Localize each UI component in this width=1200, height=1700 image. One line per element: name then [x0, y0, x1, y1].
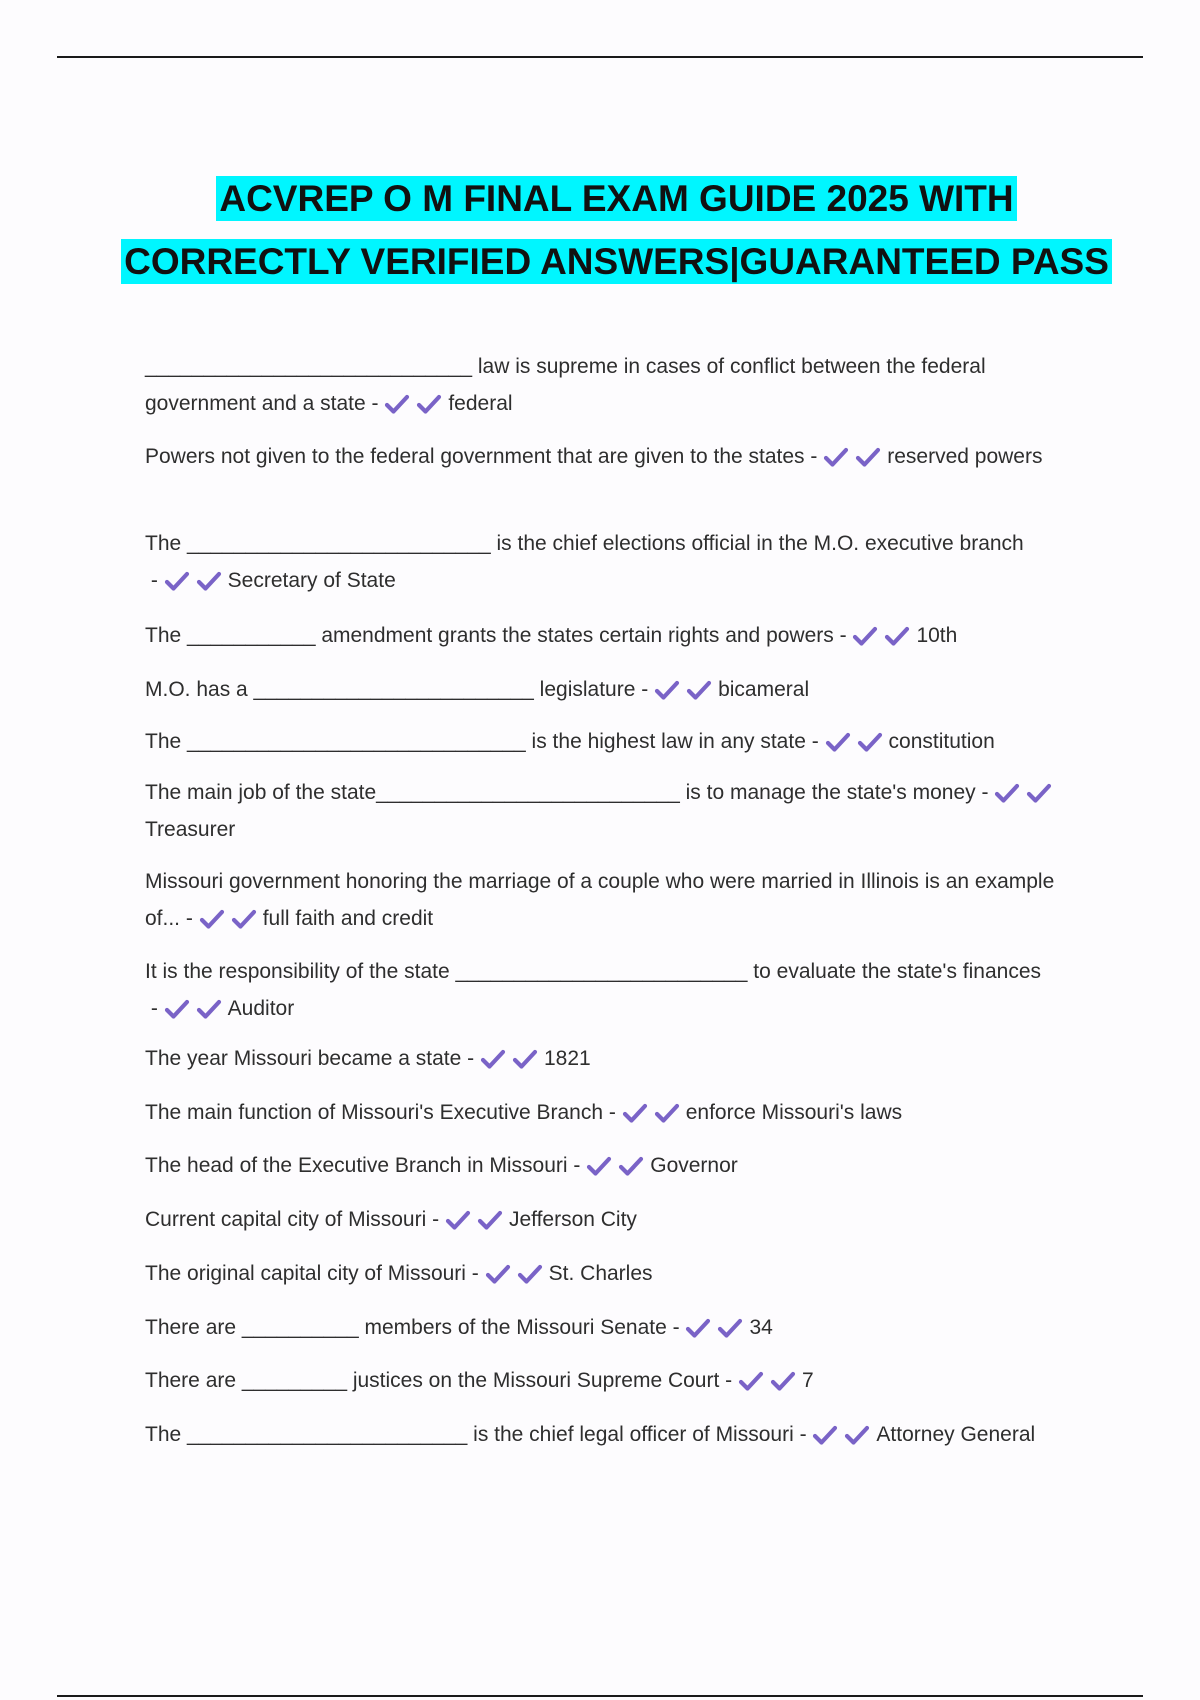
question-text: The original capital city of Missouri — [145, 1262, 466, 1285]
qa-item — [145, 863, 1095, 937]
question-text: The head of the Executive Branch in Missouri — [145, 1154, 568, 1177]
separator: - — [793, 1423, 813, 1446]
answer-text: federal — [448, 392, 513, 415]
separator: - — [365, 392, 385, 415]
answer-text: 7 — [801, 1369, 814, 1392]
question-text: There are _________ justices on the Missouri Supreme Court — [145, 1369, 720, 1392]
question-text: The ___________ amendment grants the states certain rights and powers — [145, 624, 834, 647]
question-text: There are __________ members of the Missouri Senate — [145, 1316, 667, 1339]
qa-item — [145, 723, 1095, 760]
question-text: The main job of the state__________________________ is to manage the state's money — [145, 781, 976, 804]
check-icon — [852, 625, 878, 647]
answer-group — [994, 781, 1058, 804]
answer-text: Governor — [650, 1154, 738, 1177]
answer-group — [654, 678, 718, 701]
top-rule — [57, 56, 1143, 58]
title-highlight: ACVREP O M FINAL EXAM GUIDE 2025 WITH CORRECTLY VERIFIED ANSWERS|GUARANTEED PASS — [121, 176, 1112, 284]
check-icon — [477, 1209, 503, 1231]
check-icon — [770, 1370, 796, 1392]
qa-item — [145, 1094, 1095, 1131]
answer-group — [384, 392, 448, 415]
qa-item — [145, 348, 1095, 422]
qa-item — [145, 1147, 1095, 1184]
check-icon — [512, 1048, 538, 1070]
separator: - — [180, 907, 199, 930]
qa-item — [145, 438, 1095, 475]
check-icon — [586, 1155, 612, 1177]
check-icon — [618, 1155, 644, 1177]
separator: - — [719, 1369, 738, 1392]
answer-group — [445, 1208, 509, 1231]
check-icon — [654, 679, 680, 701]
check-icon — [196, 998, 222, 1020]
answer-text: full faith and credit — [262, 907, 434, 930]
answer-group — [164, 569, 228, 592]
check-icon — [445, 1209, 471, 1231]
check-icon — [825, 731, 851, 753]
qa-item — [145, 1040, 1095, 1077]
separator: - — [805, 730, 825, 753]
qa-item — [145, 1362, 1095, 1399]
check-icon — [199, 908, 225, 930]
page-title — [100, 167, 1133, 293]
check-icon — [164, 998, 190, 1020]
check-icon — [196, 570, 222, 592]
question-text: The main function of Missouri's Executive Branch — [145, 1101, 604, 1124]
qa-item — [145, 1255, 1095, 1292]
answer-group — [852, 624, 916, 647]
answer-group — [586, 1154, 650, 1177]
separator: - — [833, 624, 853, 647]
separator: - — [461, 1047, 480, 1070]
answer-group — [164, 997, 228, 1020]
question-text: The year Missouri became a state — [145, 1047, 462, 1070]
answer-group — [825, 730, 889, 753]
answer-group — [480, 1047, 544, 1070]
check-icon — [686, 679, 712, 701]
check-icon — [855, 446, 881, 468]
check-icon — [416, 393, 442, 415]
separator: - — [426, 1208, 445, 1231]
separator: - — [635, 678, 655, 701]
answer-text: Secretary of State — [227, 569, 396, 592]
check-icon — [685, 1317, 711, 1339]
check-icon — [654, 1102, 680, 1124]
answer-group — [823, 445, 887, 468]
separator: - — [145, 997, 164, 1020]
qa-item — [145, 953, 1095, 1027]
question-text: Missouri government honoring the marriage of a couple who were married in Illinois is an example of... — [145, 870, 1055, 930]
check-icon — [738, 1370, 764, 1392]
separator: - — [465, 1262, 485, 1285]
answer-group — [622, 1101, 686, 1124]
answer-text: St. Charles — [548, 1262, 653, 1285]
check-icon — [384, 393, 410, 415]
check-icon — [480, 1048, 506, 1070]
separator: - — [975, 781, 995, 804]
check-icon — [857, 731, 883, 753]
answer-text: 34 — [749, 1316, 773, 1339]
answer-text: 1821 — [543, 1047, 591, 1070]
check-icon — [517, 1263, 543, 1285]
question-text: Current capital city of Missouri — [145, 1208, 427, 1231]
check-icon — [485, 1263, 511, 1285]
question-text: M.O. has a ________________________ legislature — [145, 678, 636, 701]
check-icon — [812, 1424, 838, 1446]
answer-group — [685, 1316, 749, 1339]
check-icon — [994, 782, 1020, 804]
answer-group — [199, 907, 263, 930]
check-icon — [717, 1317, 743, 1339]
answer-text: Treasurer — [145, 818, 236, 841]
qa-item — [145, 525, 1095, 599]
qa-item — [145, 1416, 1095, 1453]
answer-text: Attorney General — [876, 1423, 1036, 1446]
answer-group — [812, 1423, 876, 1446]
qa-item — [145, 671, 1095, 708]
separator: - — [145, 569, 164, 592]
check-icon — [844, 1424, 870, 1446]
answer-text: enforce Missouri's laws — [685, 1101, 903, 1124]
qa-item — [145, 774, 1095, 848]
qa-item — [145, 1309, 1095, 1346]
answer-text: constitution — [888, 730, 995, 753]
check-icon — [622, 1102, 648, 1124]
separator: - — [804, 445, 824, 468]
answer-text: Jefferson City — [508, 1208, 637, 1231]
check-icon — [1026, 782, 1052, 804]
question-text: ____________________________ law is supreme in cases of conflict between the federal government and a state — [145, 355, 986, 415]
answer-text: bicameral — [718, 678, 810, 701]
separator: - — [603, 1101, 622, 1124]
question-text: The ________________________ is the chief legal officer of Missouri — [145, 1423, 794, 1446]
question-text: The __________________________ is the chief elections official in the M.O. executive branch — [145, 532, 1024, 555]
check-icon — [823, 446, 849, 468]
check-icon — [164, 570, 190, 592]
answer-text: Auditor — [227, 997, 295, 1020]
separator: - — [567, 1154, 587, 1177]
check-icon — [231, 908, 257, 930]
answer-group — [738, 1369, 802, 1392]
qa-item — [145, 617, 1095, 654]
check-icon — [884, 625, 910, 647]
separator: - — [666, 1316, 686, 1339]
answer-text: reserved powers — [887, 445, 1043, 468]
question-text: Powers not given to the federal government that are given to the states — [145, 445, 805, 468]
answer-group — [485, 1262, 549, 1285]
question-text: It is the responsibility of the state _________________________ to evaluate the state's finances — [145, 960, 1041, 983]
bottom-rule — [57, 1695, 1143, 1697]
qa-item — [145, 1201, 1095, 1238]
answer-text: 10th — [916, 624, 958, 647]
question-text: The _____________________________ is the highest law in any state — [145, 730, 806, 753]
